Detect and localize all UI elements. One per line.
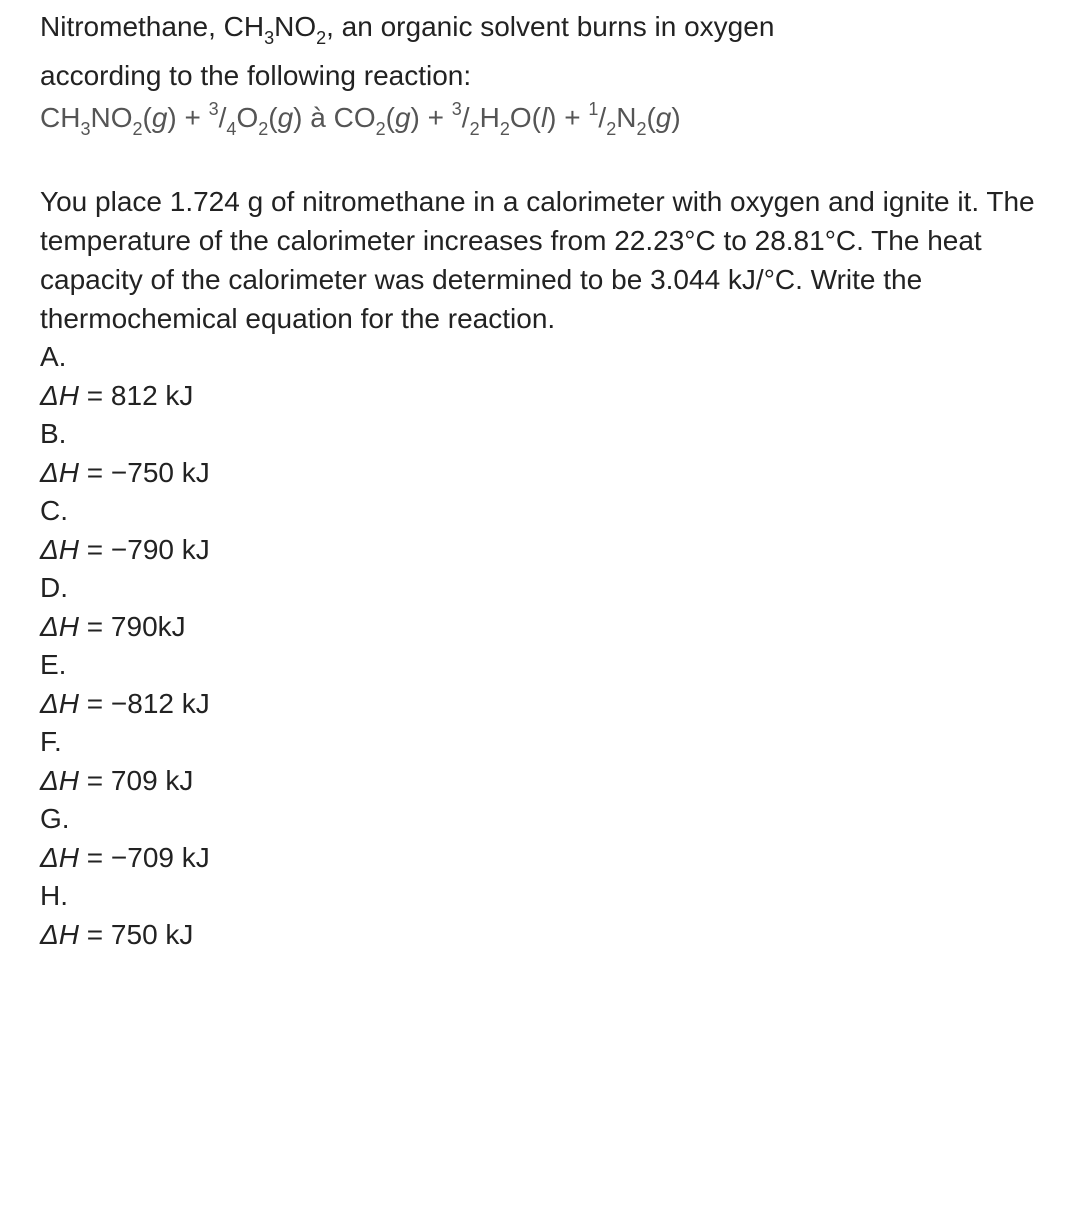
option-value-text: = −790 kJ [79,533,210,565]
option-value [40,531,1060,570]
option-value-text: = 709 kJ [79,764,194,796]
option-h[interactable] [40,877,1060,954]
option-value [40,685,1060,724]
eq-state: g [277,102,294,133]
option-value [40,454,1060,493]
option-d[interactable] [40,569,1060,646]
option-value-text: = −812 kJ [79,687,210,719]
option-b[interactable] [40,415,1060,492]
option-letter: D. [40,572,68,603]
delta-h-symbol: ΔH [40,533,80,565]
eq-text: ( [385,102,395,133]
option-f[interactable] [40,723,1060,800]
eq-subscript: 2 [636,119,647,139]
eq-subscript: 2 [469,119,480,139]
option-letter: H. [40,880,68,911]
eq-text: / [461,102,470,133]
delta-h-symbol: ΔH [40,918,80,950]
option-value-text: = 790kJ [79,610,186,642]
option-e[interactable] [40,646,1060,723]
option-value-text: = 750 kJ [79,918,194,950]
option-value [40,916,1060,955]
eq-subscript: 2 [606,119,617,139]
option-value-text: = −750 kJ [79,456,210,488]
eq-state: g [394,102,411,133]
eq-subscript: 3 [80,119,91,139]
question-page [40,0,1060,954]
option-letter: F. [40,726,62,757]
delta-h-symbol: ΔH [40,764,80,796]
delta-h-symbol: ΔH [40,687,80,719]
eq-state: g [151,102,168,133]
eq-text: CH [40,102,81,133]
option-letter: C. [40,495,68,526]
option-letter: B. [40,418,67,449]
eq-text: ( [268,102,278,133]
eq-subscript: 2 [375,119,386,139]
option-c[interactable] [40,492,1060,569]
eq-text: N [616,102,637,133]
eq-text: ) [671,102,681,133]
eq-subscript: 2 [132,119,143,139]
answer-options [40,338,1060,954]
eq-superscript: 1 [588,99,599,119]
eq-state: l [540,102,548,133]
intro-text [40,0,1060,98]
eq-text: / [598,102,607,133]
subscript: 3 [264,28,275,48]
intro-line-1 [40,4,1060,53]
reaction-equation [40,98,1060,141]
eq-subscript: 2 [499,119,510,139]
subscript: 2 [316,28,327,48]
eq-text: ( [646,102,656,133]
eq-text: H [479,102,500,133]
option-value-text: = 812 kJ [79,379,194,411]
question-text: You place 1.724 g of nitromethane in a calorimeter with oxygen and ignite it. The temperature of the calorimeter increases from 22.23°C to 28.81°C. The heat capacity of the calorimeter was determined to be 3.044 kJ/°C. Write the thermochemical equation for the reaction. [40,186,1035,334]
intro-text-part: , an organic solvent burns in oxygen [326,11,775,42]
eq-text: O( [509,102,541,133]
option-value [40,839,1060,878]
option-letter: G. [40,803,70,834]
eq-text: O [236,102,259,133]
eq-superscript: 3 [208,99,219,119]
eq-text: ) + [547,102,589,133]
delta-h-symbol: ΔH [40,610,80,642]
delta-h-symbol: ΔH [40,456,80,488]
option-a[interactable] [40,338,1060,415]
option-value [40,608,1060,647]
eq-text: / [218,102,227,133]
intro-line-2: according to the following reaction: [40,60,472,91]
option-value-text: = −709 kJ [79,841,210,873]
intro-text-part: NO [274,11,317,42]
option-value [40,377,1060,416]
eq-subscript: 2 [258,119,269,139]
eq-subscript: 4 [226,119,237,139]
eq-text: ) à CO [293,102,376,133]
option-g[interactable] [40,800,1060,877]
eq-superscript: 3 [451,99,462,119]
intro-text-part: Nitromethane, CH [40,11,265,42]
option-letter: E. [40,649,67,680]
eq-text: ) + [410,102,452,133]
delta-h-symbol: ΔH [40,379,80,411]
eq-state: g [655,102,672,133]
option-letter: A. [40,341,67,372]
eq-text: NO [90,102,133,133]
eq-text: ) + [167,102,209,133]
delta-h-symbol: ΔH [40,841,80,873]
option-value [40,762,1060,801]
eq-text: ( [142,102,152,133]
